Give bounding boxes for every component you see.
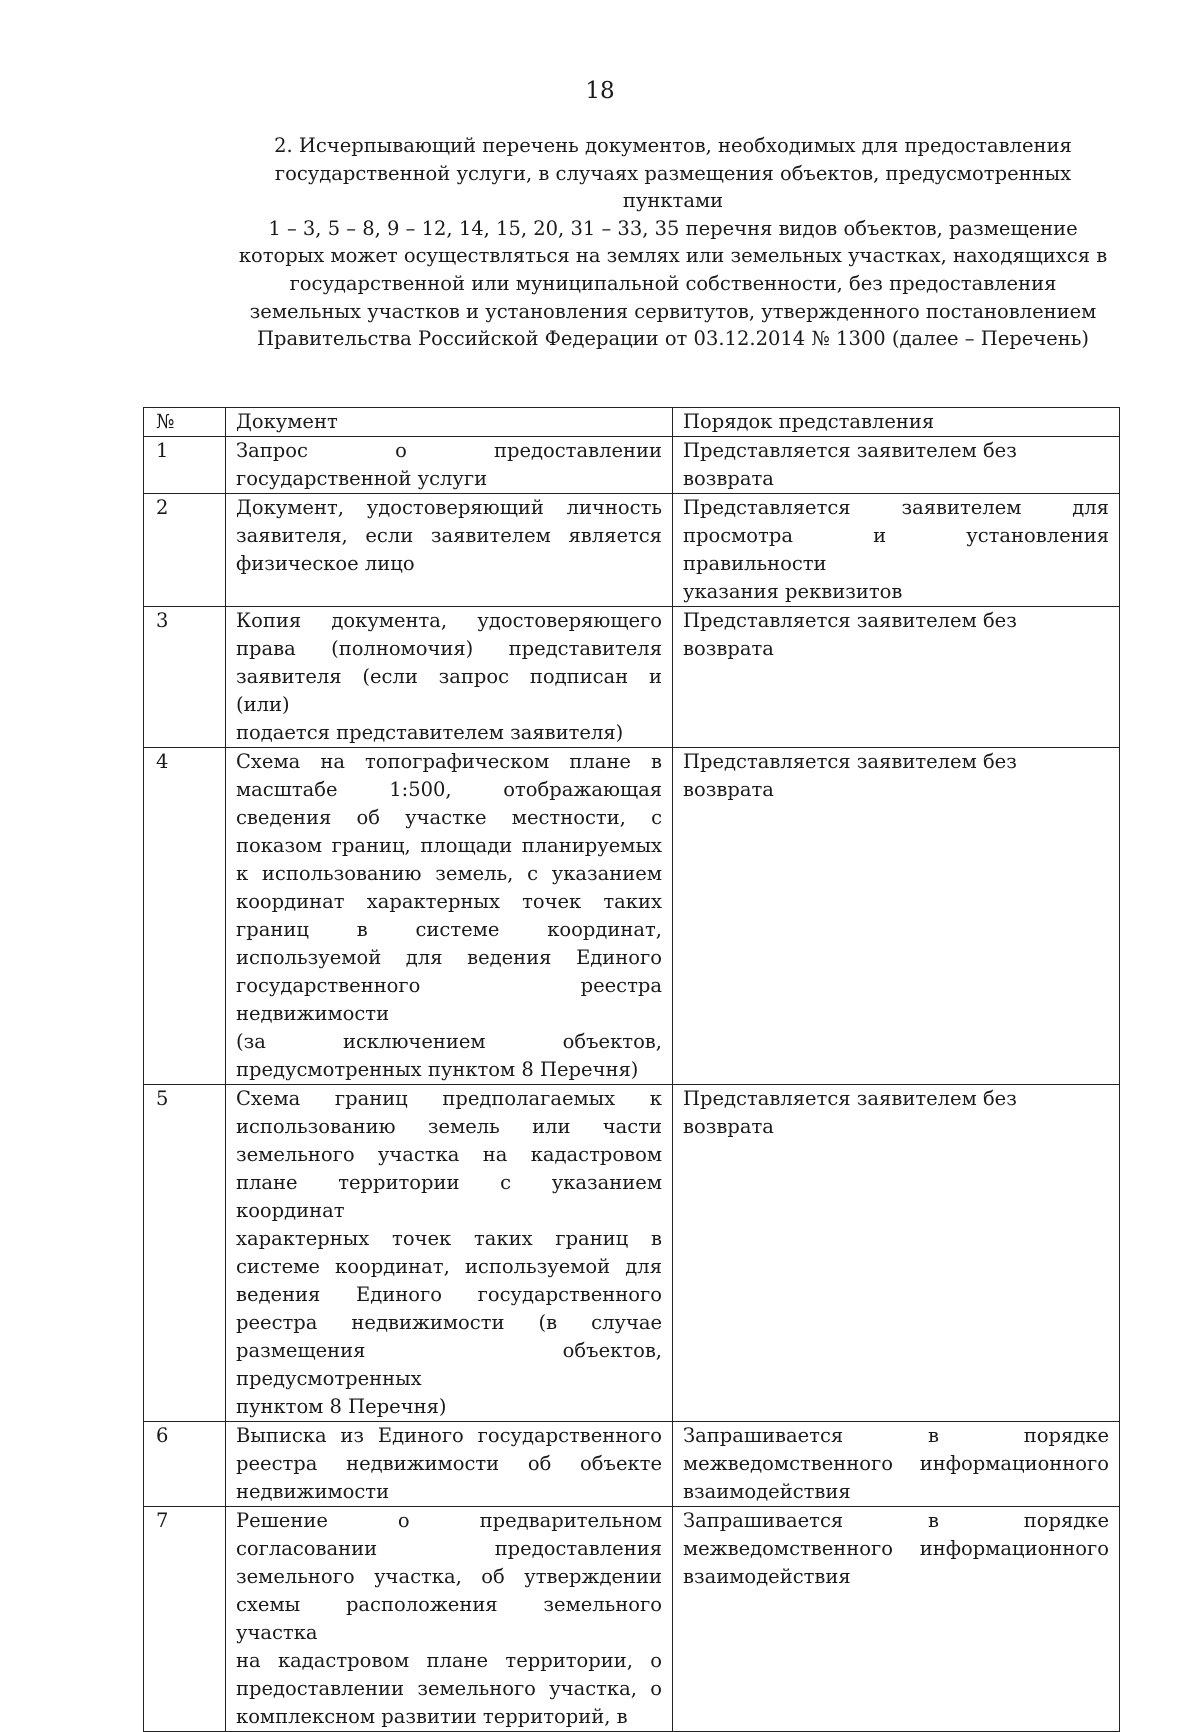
procedure-line: просмотра и установления правильности (683, 524, 1109, 575)
row-number: 7 (144, 1507, 226, 1732)
heading-line: 1 – 3, 5 – 8, 9 – 12, 14, 15, 20, 31 – 33, 35 перечня видов объектов, размещение (268, 216, 1078, 240)
document-line: системе координат, используемой для (236, 1255, 662, 1278)
document-line: плане территории с указанием координат (236, 1171, 662, 1222)
document-line: земельного участка на кадастровом (236, 1143, 662, 1166)
table-row (144, 437, 1120, 494)
procedure-line: взаимодействия (683, 1480, 851, 1503)
heading-line: государственной услуги, в случаях размещения объектов, предусмотренных (274, 161, 1072, 185)
document-cell (226, 1422, 673, 1507)
heading-line: которых может осуществляться на землях или земельных участках, находящихся в (238, 244, 1108, 268)
document-line: сведения об участке местности, с (236, 806, 662, 829)
table-row (144, 1085, 1120, 1422)
document-cell (226, 607, 673, 748)
header-document: Документ (226, 408, 673, 437)
documents-table (143, 407, 1120, 1732)
header-procedure: Порядок представления (673, 408, 1120, 437)
row-number: 5 (144, 1085, 226, 1422)
row-number: 1 (144, 437, 226, 494)
document-line: Решение о предварительном (236, 1509, 662, 1532)
document-line: заявителя, если заявителем является (236, 524, 662, 547)
procedure-line: Запрашивается в порядке (683, 1509, 1109, 1532)
document-line: заявителя (если запрос подписан и (или) (236, 665, 662, 716)
procedure-line: Представляется заявителем без возврата (683, 1087, 1017, 1138)
row-number: 4 (144, 748, 226, 1085)
document-line: реестра недвижимости об объекте (236, 1452, 662, 1475)
document-cell (226, 437, 673, 494)
procedure-cell (673, 437, 1120, 494)
document-line: используемой для ведения Единого (236, 946, 662, 969)
procedure-cell (673, 1085, 1120, 1422)
document-line: государственного реестра недвижимости (236, 974, 662, 1025)
table-row (144, 1422, 1120, 1507)
document-line: комплексном развитии территорий, в (236, 1705, 628, 1728)
document-line: схемы расположения земельного участка (236, 1593, 662, 1644)
document-line: предусмотренных пунктом 8 Перечня) (236, 1058, 639, 1081)
document-line: физическое лицо (236, 552, 415, 575)
procedure-cell (673, 494, 1120, 607)
document-line: реестра недвижимости (в случае (236, 1311, 662, 1334)
table-header-row (144, 408, 1120, 437)
document-line: подается представителем заявителя) (236, 721, 624, 744)
heading-line: 2. Исчерпывающий перечень документов, необходимых для предоставления (274, 134, 1072, 157)
procedure-line: Представляется заявителем без возврата (683, 439, 1017, 490)
document-line: Документ, удостоверяющий личность (236, 496, 662, 519)
heading-line: Правительства Российской Федерации от 03.12.2014 № 1300 (далее – Перечень) (257, 327, 1089, 351)
table-row (144, 607, 1120, 748)
procedure-line: межведомственного информационного (683, 1452, 1109, 1475)
procedure-line: указания реквизитов (683, 580, 903, 603)
document-line: ведения Единого государственного (236, 1283, 662, 1306)
document-line: границ в системе координат, (236, 918, 662, 941)
document-line: характерных точек таких границ в (236, 1227, 662, 1250)
document-line: согласовании предоставления (236, 1537, 662, 1560)
procedure-line: межведомственного информационного (683, 1537, 1109, 1560)
heading-line: государственной или муниципальной собственности, без предоставления (289, 271, 1057, 295)
document-line: размещения объектов, предусмотренных (236, 1339, 662, 1390)
procedure-line: Представляется заявителем без возврата (683, 750, 1017, 801)
document-line: предоставлении земельного участка, о (236, 1677, 662, 1700)
procedure-line: взаимодействия (683, 1565, 851, 1588)
heading-line: пунктами (622, 189, 724, 213)
document-line: земельного участка, об утверждении (236, 1565, 662, 1588)
heading-line: земельных участков и установления сервитутов, утвержденного постановлением (249, 299, 1097, 323)
row-number: 2 (144, 494, 226, 607)
document-cell (226, 1085, 673, 1422)
document-cell (226, 748, 673, 1085)
header-number: № (144, 408, 226, 437)
document-cell (226, 494, 673, 607)
document-line: масштабе 1:500, отображающая (236, 778, 662, 801)
procedure-line: Запрашивается в порядке (683, 1424, 1109, 1447)
procedure-cell (673, 1422, 1120, 1507)
row-number: 3 (144, 607, 226, 748)
table-row (144, 748, 1120, 1085)
table-row (144, 494, 1120, 607)
procedure-cell (673, 607, 1120, 748)
document-line: (за исключением объектов, (236, 1030, 662, 1053)
row-number: 6 (144, 1422, 226, 1507)
section-heading (228, 132, 1118, 353)
document-line: Запрос о предоставлении (236, 439, 662, 462)
document-line: Выписка из Единого государственного (236, 1424, 662, 1447)
document-line: Копия документа, удостоверяющего (236, 609, 662, 632)
document-line: недвижимости (236, 1480, 390, 1503)
procedure-cell (673, 748, 1120, 1085)
document-line: на кадастровом плане территории, о (236, 1649, 662, 1672)
document-line: использованию земель или части (236, 1115, 662, 1138)
document-line: пунктом 8 Перечня) (236, 1395, 447, 1418)
document-line: Схема границ предполагаемых к (236, 1087, 662, 1110)
document-line: права (полномочия) представителя (236, 637, 662, 660)
document-line: координат характерных точек таких (236, 890, 662, 913)
document-line: к использованию земель, с указанием (236, 862, 662, 885)
document-line: показом границ, площади планируемых (236, 834, 662, 857)
page-number: 18 (585, 78, 615, 104)
document-line: государственной услуги (236, 467, 488, 490)
procedure-line: Представляется заявителем для (683, 496, 1109, 519)
document-line: Схема на топографическом плане в (236, 750, 662, 773)
procedure-line: Представляется заявителем без возврата (683, 609, 1017, 660)
